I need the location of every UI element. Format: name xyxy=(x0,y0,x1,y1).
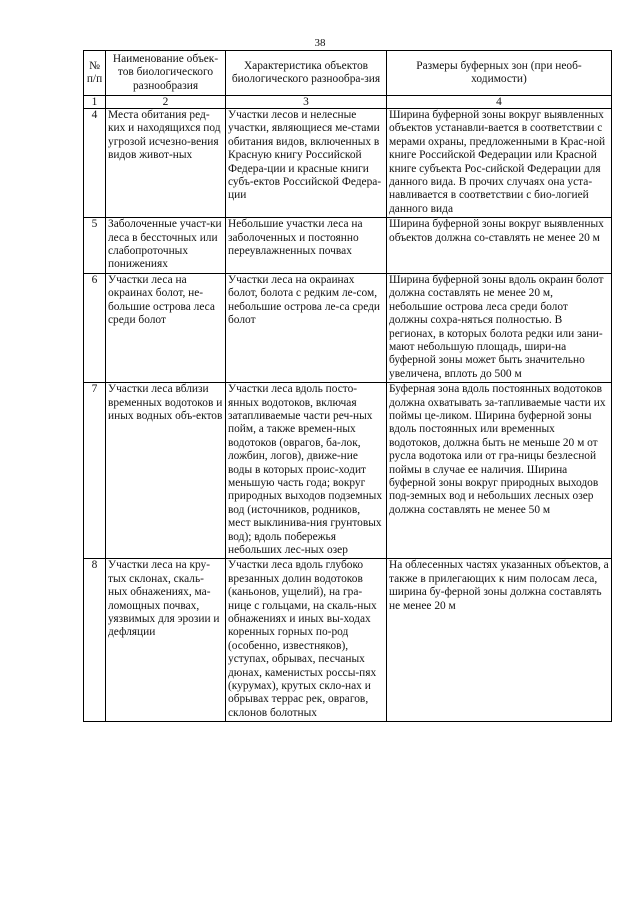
characteristic-cell: Участки леса вдоль посто-янных водотоков, включая затапливаемые части реч-ных пойм, а также времен-ных водотоков (оврагов, ба-лок, ложбин, логов), движе-ние воды в которых проис-ходит меньшую часть года; вокруг природных выходов подземных вод (источников, родников, мест выклинива-ния грунтовых вод); вдоль побережья небольших лес-ных озер xyxy=(226,383,387,559)
column-number: 4 xyxy=(387,96,612,109)
buffer-zones-table xyxy=(83,50,612,722)
row-number: 5 xyxy=(84,218,106,274)
buffer-size-cell: Ширина буферной зоны вдоль окраин болот должна составлять не менее 20 м, небольшие острова леса среди болот должны сохра-няться полностью. В регионах, в которых болота редки или зани-мают небольшую площадь, шири-на буферной зоны может быть значительно увеличена, вплоть до 500 м xyxy=(387,273,612,382)
buffer-size-cell: На облесенных частях указанных объектов, а также в прилегающих к ним полосам леса, ширина бу-ферной зоны должна составлять не менее 20 м xyxy=(387,559,612,722)
header-object-name: Наименование объек-тов биологического разнообразия xyxy=(106,51,226,96)
header-number: № п/п xyxy=(84,51,106,96)
column-number: 1 xyxy=(84,96,106,109)
header-characteristic: Характеристика объектов биологического разнообра-зия xyxy=(226,51,387,96)
column-number: 3 xyxy=(226,96,387,109)
header-buffer-size: Размеры буферных зон (при необ-ходимости) xyxy=(387,51,612,96)
object-name-cell: Участки леса на кру-тых склонах, скаль-ных обнажениях, ма-ломощных почвах, уязвимых для эрозии и дефляции xyxy=(106,559,226,722)
table-header-row xyxy=(84,51,612,96)
column-number-row xyxy=(84,96,612,109)
row-number: 7 xyxy=(84,383,106,559)
table-row xyxy=(84,218,612,274)
object-name-cell: Участки леса на окраинах болот, не-большие острова леса среди болот xyxy=(106,273,226,382)
buffer-size-cell: Ширина буферной зоны вокруг выявленных объектов должна со-ставлять не менее 20 м xyxy=(387,218,612,274)
table-row xyxy=(84,109,612,218)
row-number: 8 xyxy=(84,559,106,722)
object-name-cell: Места обитания ред-ких и находящихся под угрозой исчезно-вения видов живот-ных xyxy=(106,109,226,218)
object-name-cell: Заболоченные участ-ки леса в бессточных или слабопроточных понижениях xyxy=(106,218,226,274)
characteristic-cell: Участки лесов и нелесные участки, являющиеся ме-стами обитания видов, включенных в Красную книгу Российской Федера-ции и красные книги субъ-ектов Российской Федера-ции xyxy=(226,109,387,218)
characteristic-cell: Участки леса вдоль глубоко врезанных долин водотоков (каньонов, ущелий), на гра-нице с гольцами, на скаль-ных обнажениях и иных вы-ходах коренных горных по-род (особенно, известняков), уступах, обрывах, песчаных дюнах, каменистых россы-пях (курумах), крутых скло-нах и обрывах террас рек, оврагов, склонов болотных xyxy=(226,559,387,722)
table-row xyxy=(84,273,612,382)
buffer-size-cell: Буферная зона вдоль постоянных водотоков должна охватывать за-тапливаемые части их поймы це-ликом. Ширина буферной зоны вдоль постоянных или временных водотоков, должна быть не меньше 20 м от русла водотока или от гра-ницы безлесной поймы в случае ее наличия. Ширина буферной зоны вокруг природных выходов под-земных вод и небольших лесных озер должна составлять не менее 50 м xyxy=(387,383,612,559)
row-number: 4 xyxy=(84,109,106,218)
page-number: 38 xyxy=(314,37,326,49)
characteristic-cell: Небольшие участки леса на заболоченных и постоянно переувлажненных почвах xyxy=(226,218,387,274)
row-number: 6 xyxy=(84,273,106,382)
table-row xyxy=(84,383,612,559)
column-number: 2 xyxy=(106,96,226,109)
characteristic-cell: Участки леса на окраинах болот, болота с редким ле-сом, небольшие острова ле-са среди болот xyxy=(226,273,387,382)
table-row xyxy=(84,559,612,722)
buffer-size-cell: Ширина буферной зоны вокруг выявленных объектов устанавли-вается в соответствии с мерами охраны, предложенными в Крас-ной книге Российской Федерации или Красной книге субъекта Рос-сийской Федерации для данного вида. В прочих случаях она уста-навливается в соответствии с био-логией данного вида xyxy=(387,109,612,218)
object-name-cell: Участки леса вблизи временных водотоков и иных водных объ-ектов xyxy=(106,383,226,559)
